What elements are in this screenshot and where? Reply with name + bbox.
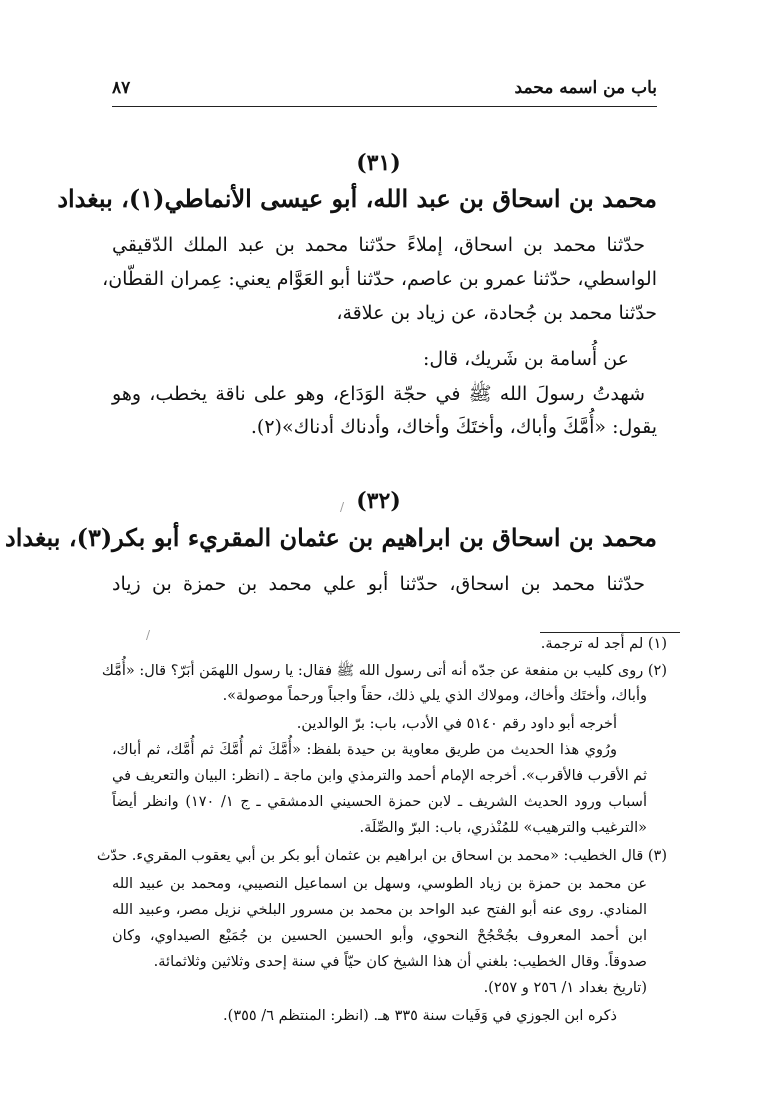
stray-mark: / [340,500,345,514]
footnote-line: ابن أحمد المعروف بجُحْجُحْ النحوي، وأبو الحسين الحسين بن جُمَيْع الصيداوي، وكان [112,928,647,944]
footnote-rule [540,632,680,633]
body-line: الواسطي، حدّثنا عمرو بن عاصم، حدّثنا أبو العَوَّام يعني: عِمران القطّان، [102,268,657,290]
entry-number: (٣١) [356,150,401,176]
body-line: حدّثنا محمد بن جُحادة، عن زياد بن علاقة، [336,302,657,324]
footnote-line: ثم الأقرب فالأقرب». أخرجه الإمام أحمد والترمذي وابن ماجة ـ (انظر: البيان والتعريف في [112,768,647,784]
body-line: شهدتُ رسولَ الله ﷺ في حجّة الوَدَاع، وهو على ناقة يخطب، وهو [112,383,645,405]
page-number: ٨٧ [112,78,131,98]
running-title: باب من اسمه محمد [514,78,657,98]
footnote-line: (تاريخ بغداد ١/ ٢٥٦ و ٢٥٧). [483,980,647,996]
body-line: حدّثنا محمد بن اسحاق، إملاءً حدّثنا محمد بن عبد الملك الدّقيقي [112,234,645,256]
footnote-line: المنادي. روى عنه أبو الفتح عبد الواحد بن محمد بن مسرور البلخي نزيل مصر، وعبيد الله [112,902,647,918]
footnote-line: أسباب ورود الحديث الشريف ـ لابن حمزة الحسيني الدمشقي ـ ج ١/ ١٧٠) وانظر أيضاً [112,794,647,810]
footnote-line: ورُوي هذا الحديث من طريق معاوية بن حيدة بلفظ: «أُمَّكَ ثم أُمَّكَ ثم أُمَّك، ثم أباك، [112,742,617,758]
footnote-line: «الترغيب والترهيب» للمُنْذري، باب: البرّ والصِّلَة. [359,820,647,836]
footnote-line: (٢) روى كليب بن منفعة عن جدّه أنه أتى رسول الله ﷺ فقال: يا رسول اللهمَن أبَرّ؟ قال: «أُمَّك [101,663,667,679]
footnote-line: ذكره ابن الجوزي في وَفَيات سنة ٣٣٥ هـ. (انظر: المنتظم ٦/ ٣٥٥). [223,1008,617,1024]
footnote-line: (٣) قال الخطيب: «محمد بن اسحاق بن ابراهيم بن عثمان أبو بكر بن أبي يعقوب المقريء. حدّث [96,848,667,864]
footnote-line: وأباك، وأختَك وأخاك، ومولاك الذي يلي ذلك، حقاً واجباً ورحماً موصولة». [222,688,647,704]
body-line: يقول: «أُمَّكَ وأباك، وأختَكَ وأخاك، وأدناك أدناك»(٢). [250,416,657,438]
entry-number: (٣٢) [356,488,401,514]
footnote-line: أخرجه أبو داود رقم ٥١٤٠ في الأدب، باب: برّ الوالدين. [296,716,617,732]
footnote-line: صدوقاً. وقال الخطيب: بلغني أن هذا الشيخ كان حيّاً في سنة إحدى وثلاثين وثلاثمائة. [153,954,647,970]
stray-mark: / [146,628,151,642]
body-line: عن أُسامة بن شَريك، قال: [423,348,629,370]
footnote-line: عن محمد بن حمزة بن زياد الطوسي، وسهل بن اسماعيل النصيبي، ومحمد بن عبيد الله [112,876,647,892]
entry-title: محمد بن اسحاق بن ابراهيم بن عثمان المقريء أبو بكر(٣)، ببغداد [5,523,657,552]
page-header [112,78,657,107]
footnote-line: (١) لم أجد له ترجمة. [540,636,667,652]
body-line: حدّثنا محمد بن اسحاق، حدّثنا أبو علي محمد بن حمزة بن زياد [112,573,645,595]
entry-title: محمد بن اسحاق بن عبد الله، أبو عيسى الأنماطي(١)، ببغداد [57,184,657,213]
